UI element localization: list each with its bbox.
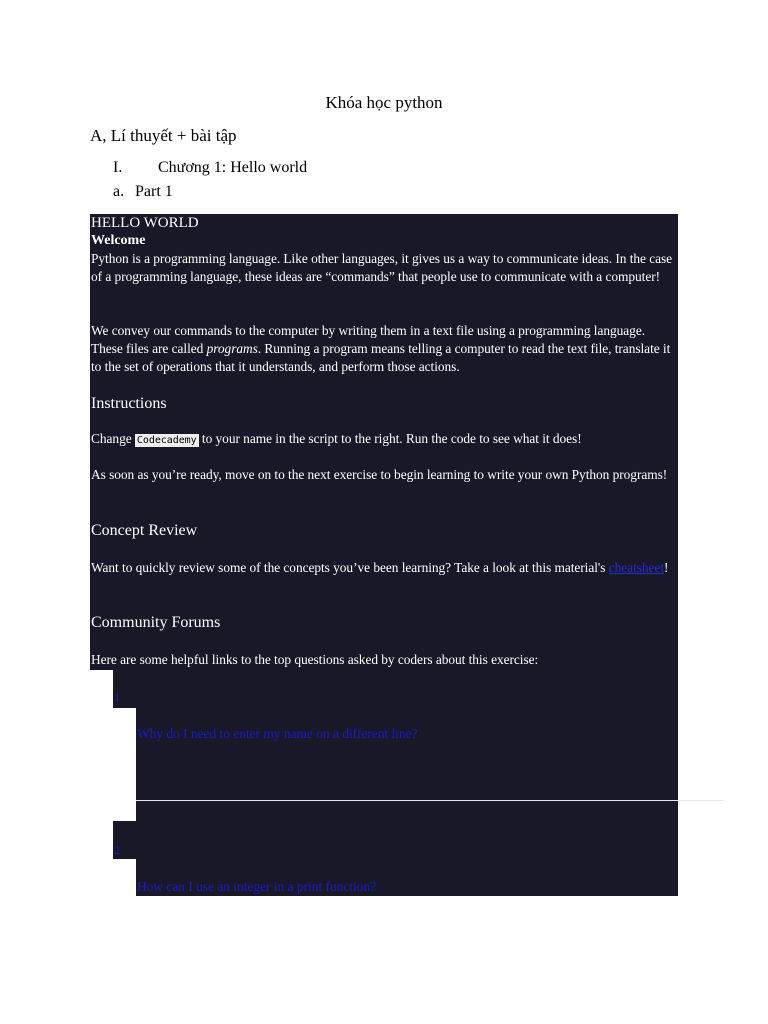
chapter-title: Chương 1: Hello world [158,159,308,176]
concept-text-after: ! [664,560,669,575]
instructions-heading: Instructions [91,395,167,412]
change-text-after: to your name in the script to the right. Run the code to see what it does! [198,431,582,446]
cheatsheet-link[interactable]: cheatsheet [608,560,665,575]
community-forums-heading: Community Forums [91,614,221,631]
lesson-panel [90,214,678,670]
forums-paragraph: Here are some helpful links to the top questions asked by coders about this exercise: [91,652,539,667]
programs-text-after: . Running a program means telling a computer to read the text file, translate it to the set of operations that it understands, and perform those actions. [91,341,671,374]
change-instruction [90,430,678,450]
section-heading: A, Lí thuyết + bài tập [90,126,237,145]
question-1-number: 1 [114,690,120,704]
part-title: Part 1 [135,183,173,200]
question-2-link[interactable]: How can I use an integer in a print function? [137,879,377,894]
lesson-subheading: Welcome [91,233,146,248]
intro-paragraph: Python is a programming language. Like other languages, it gives us a way to communicate ideas. In the case of a programming language, these ideas are “commands” that people use to communicate with a computer! [91,251,673,284]
concept-review-paragraph [90,559,678,577]
change-text-before: Change [91,431,135,446]
programs-paragraph [90,322,678,376]
concept-text-before: Want to quickly review some of the concepts you’ve been learning? Take a look at this material's [91,560,609,575]
question-1-bg [136,670,678,821]
chapter-number: I. [113,159,123,176]
programs-text-before: We convey our commands to the computer by writing them in a text file using a programming language. These files are called [91,323,646,356]
part-marker: a. [113,183,125,200]
question-2-number: 2 [114,843,120,857]
inline-code: Codecademy [136,435,197,446]
question-divider [136,800,724,801]
lesson-heading: HELLO WORLD [91,215,199,231]
ready-paragraph: As soon as you’re ready, move on to the next exercise to begin learning to write your own Python programs! [91,467,668,482]
document-title: Khóa học python [325,93,443,112]
concept-review-heading: Concept Review [91,522,198,539]
programs-term: programs [206,341,258,356]
question-1-link[interactable]: Why do I need to enter my name on a different line? [137,726,418,741]
